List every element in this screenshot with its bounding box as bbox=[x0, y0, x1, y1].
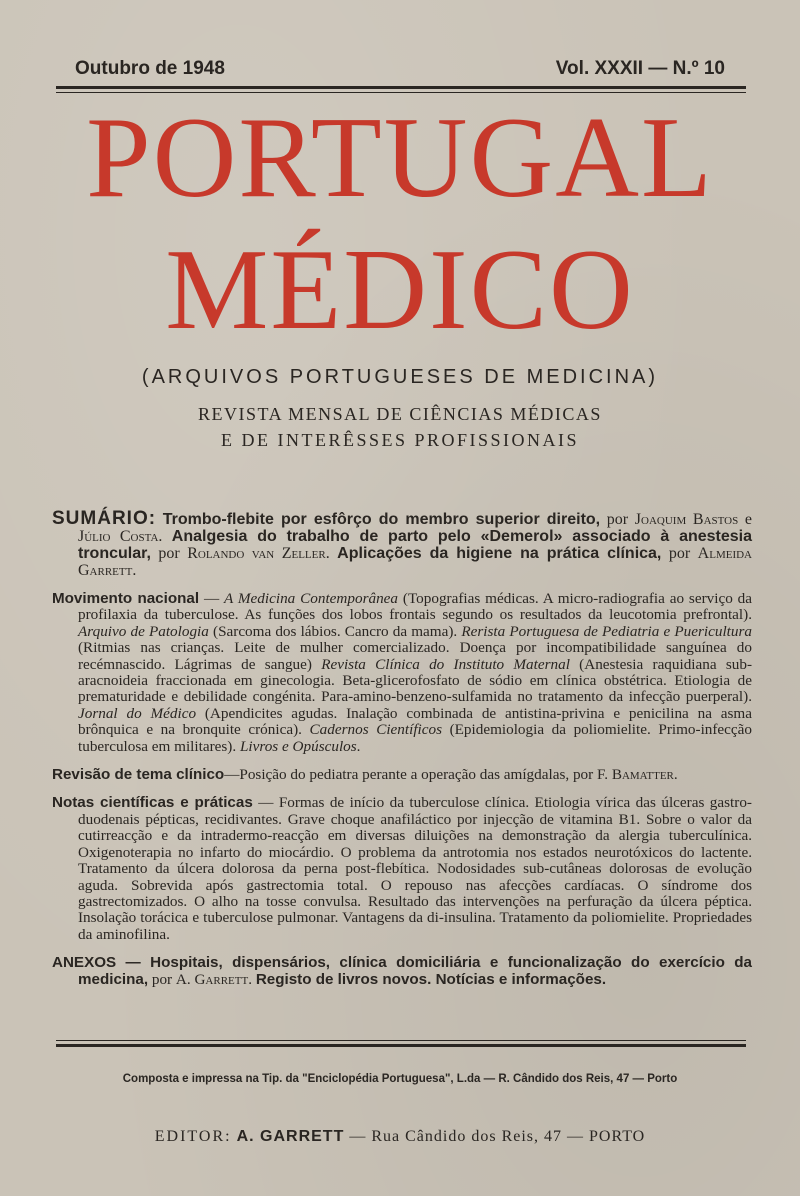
movimento-label: Movimento nacional bbox=[52, 590, 200, 607]
footer-rule-top bbox=[56, 1040, 746, 1041]
table-of-contents bbox=[52, 510, 752, 1000]
issue-header bbox=[75, 58, 725, 86]
anexos-label: ANEXOS bbox=[52, 954, 117, 972]
editor-address: — Rua Cândido dos Reis, 47 — PORTO bbox=[349, 1128, 646, 1145]
tagline-line-1: REVISTA MENSAL DE CIÊNCIAS MÉDICAS bbox=[198, 404, 602, 424]
issue-date: Outubro de 1948 bbox=[75, 58, 225, 79]
journal-title-portugal: PORTUGAL bbox=[86, 94, 714, 222]
header-rule-bottom bbox=[56, 92, 746, 93]
editor-line bbox=[60, 1128, 740, 1146]
toc-notas: Notas científicas e práticas — Formas de início da tuberculose clínica. Etiologia vírica das úlceras gastro-duodenais pépticas, recidivantes. Grave choque anafiláctico por injecção de vitamina B1. Sobre o valor da cutirreacção e da intradermo-reacção em diversas diluições na demonstração da alergia tuberculínica. Oxigenoterapia no infarto do miocárdio. O problema da antrotomia nos estados neurotóxicos do lactente. Tratamento da úlcera dolorosa da perna post-flebítica. Nodosidades sub-cutâneas dolorosas de evolução aguda. Sobrevida após gastrectomia total. O repouso nas afecções cardíacas. O síndrome dos gastrectomizados. O alho na tosse convulsa. Resultado das intervenções na perfuração da úlcera péptica. Insolação torácica e tuberculose pulmonar. Vantagens da di-insulina. Tratamento da poliomielite. Propriedades da aminofilina. bbox=[52, 794, 752, 943]
footer-rule-bottom bbox=[56, 1044, 746, 1047]
header-rule-top bbox=[56, 86, 746, 89]
toc-revisao: Revisão de tema clínico—Posição do pediatra perante a operação das amígdalas, por F. Bamatter. bbox=[52, 766, 678, 784]
journal-title-medico: MÉDICO bbox=[165, 226, 635, 354]
printer-imprint: Composta e impressa na Tip. da "Enciclopédia Portuguesa", L.da — R. Cândido dos Reis, 47 — Porto bbox=[122, 1073, 678, 1085]
journal-subtitle: (ARQUIVOS PORTUGUESES DE MEDICINA) bbox=[141, 366, 659, 388]
sumario-label: SUMÁRIO: bbox=[52, 508, 157, 529]
toc-movimento-nacional: Movimento nacional — A Medicina Contemporânea (Topografias médicas. A micro-radiografia ao serviço da profilaxia da tuberculose. As funções dos lobos frontais segundo os resultados da leucotomia prefrontal). Arquivo de Patologia (Sarcoma dos lábios. Cancro da mama). Rerista Portuguesa de Pediatria e Puericultura (Ritmias nas crianças. Leite de mulher comercializado. Doença por incompatibilidade sanguínea do recémnascido. Lágrimas de sangue) Revista Clínica do Instituto Maternal (Anestesia raquidiana sub-aracnoideia fraccionada em ginecologia. Beta-glicerofosfato de sódio em clínica obstétrica. Etiologia de prematuridade e debilidade congénita. Para-amino-benzeno-sulfamida no tratamento da infecção puerperal). Jornal do Médico (Apendicites agudas. Inalação combinada de antistina-privina e penicilina na asma brônquica e na bronquite crónica). Cadernos Científicos (Epidemiologia da poliomielite. Primo-infecção tuberculosa em militares). Livros e Opúsculos. bbox=[52, 590, 753, 755]
issue-volume: Vol. XXXII — N.º 10 bbox=[555, 58, 725, 79]
revisao-label: Revisão de tema clínico bbox=[52, 766, 225, 784]
toc-anexos: ANEXOS — Hospitais, dispensários, clínica domiciliária e funcionalização do exercício da medicina, por A. Garrett. Registo de livros novos. Notícias e informações. bbox=[52, 954, 752, 988]
notas-label: Notas científicas e práticas bbox=[52, 794, 253, 812]
editor-label: EDITOR: bbox=[154, 1128, 232, 1145]
tagline-line-2: E DE INTERÊSSES PROFISSIONAIS bbox=[220, 430, 580, 450]
toc-sumario: SUMÁRIO: Trombo-flebite por esfôrço do membro superior direito, por Joaquim Bastos e Júlio Costa. Analgesia do trabalho de parto pelo «Demerol» associado à anestesia troncular, por Rolando van Zeller. Aplicações da higiene na prática clínica, por Almeida Garrett. bbox=[52, 508, 753, 579]
editor-name: A. GARRETT bbox=[236, 1128, 345, 1145]
